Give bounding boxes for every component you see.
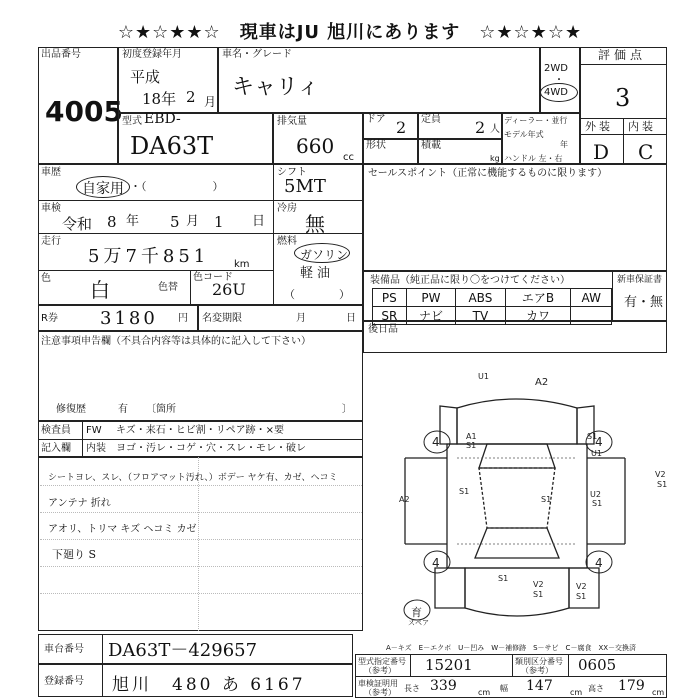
drive-4wd-circle [540, 83, 578, 102]
spec-height-unit: cm [652, 688, 665, 697]
mark-v2-rear-a: V2 [533, 580, 544, 589]
color-change-label: 色替 [158, 282, 178, 293]
spec-dims-label: 車検証明用 [358, 679, 398, 688]
fuel-label: 燃料 [277, 236, 297, 247]
repair-loc: 〔箇所 [146, 404, 176, 415]
capacity-value: 2 [475, 118, 486, 137]
repair-close: 〕 [342, 404, 352, 415]
mark-a2-left: A2 [399, 495, 410, 504]
load-unit: kg [490, 154, 500, 163]
equip-leather: カワ [505, 307, 571, 325]
fuel-paren: （ ） [284, 288, 350, 301]
mark-s1-c: S1 [657, 480, 668, 489]
spec-class-label: 類別区分番号 [515, 657, 563, 666]
equipment-label: 装備品（純正品に限り〇をつけてください） [370, 275, 570, 286]
mark-a1: A1 [466, 432, 477, 441]
model-type-value: DA63T [130, 132, 214, 160]
dealer-model-year: モデル年式 [504, 130, 544, 139]
equipment-grid [372, 288, 612, 325]
doors-label: ドア [366, 114, 386, 125]
mark-4-rl: 4 [432, 556, 440, 570]
equip-sr: SR [373, 307, 407, 325]
dealer-year-unit: 年 [560, 140, 568, 149]
recycle-value: 3180 [100, 308, 158, 329]
first-reg-year: 18年 [142, 90, 177, 108]
spec-width-value: 147 [526, 678, 553, 694]
mark-s1-d: S1 [459, 487, 470, 496]
mark-s1-e: S1 [541, 495, 552, 504]
displacement-unit: cc [343, 152, 354, 163]
history-circle [76, 176, 130, 198]
drive-4wd: 4WD [544, 87, 568, 98]
model-name-value: キャリィ [232, 75, 320, 100]
inspector-fw: FW [86, 425, 102, 436]
mark-spare-value: 育 [411, 606, 422, 619]
mark-u1-b: U1 [591, 449, 602, 458]
equip-airbag: エアB [505, 289, 571, 307]
inspection-label: 車検 [41, 203, 61, 214]
warranty-value: 有・無 [624, 295, 664, 310]
chassis-label: 車台番号 [44, 644, 84, 655]
spec-type-cert-value: 15201 [425, 656, 473, 674]
history-value: 自家用 [82, 181, 124, 197]
mark-4-fl: 4 [432, 435, 440, 449]
damage-legend: A－キズ E－エクボ U－凹み W－補修跡 S－サビ C－腐食 XX－交換済 [386, 644, 637, 652]
name-change-label: 名変期限 [202, 313, 242, 324]
drive-2wd: 2WD [544, 63, 568, 74]
inspection-day-unit: 日 [252, 214, 266, 229]
model-type-prefix: EBD- [144, 111, 181, 127]
fuel-alt: 軽油 [300, 266, 335, 281]
color-code-label: 色コード [193, 272, 233, 283]
remark-line-2: アンテナ 折れ [48, 498, 111, 509]
grade-label: 評価点 [598, 48, 647, 62]
equip-ps: PS [373, 289, 407, 307]
capacity-label: 定員 [421, 114, 441, 125]
shape-label: 形状 [366, 140, 386, 151]
remark-line-1: シートヨレ、スレ、（フロアマット汚れ、）ボデー ヤケ有、カゼ、ヘコミ [48, 473, 338, 483]
mark-s1-h: S1 [576, 592, 587, 601]
displacement-label: 排気量 [277, 116, 307, 127]
first-reg-era: 平成 [130, 68, 161, 86]
repair-label: 修復歴 [56, 404, 86, 415]
fuel-value: ガソリン [300, 248, 349, 262]
grade-value: 3 [615, 84, 631, 112]
plate-value: 旭川 480 あ 6167 [112, 675, 306, 695]
capacity-unit: 人 [490, 124, 500, 135]
first-reg-month-unit: 月 [204, 95, 217, 109]
dealer-label: ディーラー・並行 [504, 116, 568, 125]
mileage-unit: km [234, 259, 250, 270]
inspector-label: 検査員 [41, 425, 71, 436]
remarks-box [38, 457, 363, 631]
mark-v2-rear-b: V2 [576, 582, 587, 591]
mark-u2: U2 [590, 490, 601, 499]
spec-width-label: 幅 [500, 684, 508, 693]
color-value: 白 [90, 278, 110, 302]
fuel-circle [294, 243, 350, 263]
mark-s1-b: S1 [587, 432, 598, 441]
spec-length-unit: cm [478, 688, 491, 697]
inspector-items1: キズ・来石・ヒビ割・リペア跡・×要 [116, 425, 284, 436]
spec-type-cert-ref: （参考） [364, 666, 396, 675]
remark-line-3: アオリ、トリマ キズ ヘコミ カゼ [48, 524, 197, 535]
spec-length-value: 339 [430, 678, 457, 694]
mark-s1-g: S1 [533, 590, 544, 599]
first-reg-label: 初度登録年月 [122, 49, 182, 60]
recycle-unit: 円 [178, 313, 188, 324]
remark-line-4: 下廻り S [52, 548, 97, 561]
lot-number: 4005 [45, 95, 123, 128]
shift-label: シフト [277, 167, 307, 178]
equip-tv: TV [456, 307, 505, 325]
inspection-month: 5 [170, 213, 180, 231]
mileage-value: 5万7千851 [88, 246, 210, 267]
equip-pw: PW [406, 289, 456, 307]
inspector-items2: ヨゴ・汚レ・コゲ・穴・スレ・モレ・破レ [116, 443, 306, 454]
doors-value: 2 [396, 118, 407, 137]
notes-label: 注意事項申告欄（不具合内容等は具体的に記入して下さい） [41, 336, 311, 347]
mark-spare-label: スペア [408, 619, 429, 627]
spec-width-unit: cm [570, 688, 583, 697]
shift-value: 5MT [284, 176, 326, 197]
mark-s1-i: S1 [498, 574, 509, 583]
mark-v2-right: V2 [655, 470, 666, 479]
model-name-label: 車名・グレード [222, 49, 292, 60]
spec-length-label: 長さ [404, 684, 420, 693]
aircon-label: 冷房 [277, 203, 297, 214]
grade-int-value: C [638, 140, 654, 164]
mark-s1-f: S1 [592, 499, 603, 508]
inspection-year: 8 [107, 213, 117, 231]
name-change-day: 日 [346, 313, 356, 324]
spec-dims-ref: （参考） [364, 688, 396, 697]
color-code-value: 26U [212, 280, 246, 299]
mark-u1-top: U1 [478, 372, 489, 381]
equip-aw: AW [571, 289, 612, 307]
rear-seat-label: 後日品 [368, 324, 398, 335]
grade-ext-label: 外装 [585, 120, 613, 133]
inspection-year-unit: 年 [126, 214, 140, 229]
inspector-rec-label: 記入欄 [41, 443, 71, 454]
repair-value: 有 [118, 404, 128, 415]
history-label: 車歴 [41, 167, 61, 178]
color-label: 色 [41, 273, 51, 284]
mileage-label: 走行 [41, 236, 61, 247]
rear-seat-box [363, 321, 667, 353]
spec-height-label: 高さ [588, 684, 604, 693]
chassis-value: DA63T－429657 [108, 640, 258, 661]
history-rest: ・（ ） [130, 180, 224, 193]
model-type-label: 型式 [122, 116, 142, 127]
equip-navi: ナビ [406, 307, 456, 325]
recycle-label: R券 [41, 313, 58, 324]
inspector-nai: 内装 [86, 443, 106, 454]
sales-label: セールスポイント（正常に機能するものに限ります） [368, 168, 608, 179]
sales-box [363, 164, 667, 271]
lot-label: 出品番号 [41, 49, 81, 60]
mark-4-fr: 4 [595, 435, 603, 449]
spec-class-ref: （参考） [521, 666, 553, 675]
grade-ext-value: D [593, 140, 610, 164]
first-reg-month: 2 [186, 88, 196, 106]
spec-height-value: 179 [618, 678, 645, 694]
spec-class-value: 0605 [578, 656, 617, 674]
dealer-handle: ハンドル 左・右 [504, 154, 563, 163]
warranty-label: 新車保証書 [617, 275, 663, 285]
mark-a2-top: A2 [535, 377, 549, 388]
plate-label: 登録番号 [44, 676, 84, 687]
mark-s1-a: S1 [466, 441, 477, 450]
displacement-value: 660 [296, 134, 335, 158]
inspection-day: 1 [214, 213, 224, 231]
equip-abs: ABS [456, 289, 505, 307]
name-change-month: 月 [296, 313, 306, 324]
mark-4-rr: 4 [595, 556, 603, 570]
inspection-era: 令和 [62, 215, 93, 233]
spec-type-cert-label: 型式指定番号 [358, 657, 406, 666]
drive-dot: ・ [554, 75, 564, 86]
banner: ☆★☆★★☆ 現車はJU 旭川にあります ☆★☆★☆★ [117, 22, 583, 43]
grade-int-label: 内装 [628, 120, 656, 133]
inspection-month-unit: 月 [186, 214, 200, 229]
aircon-value: 無 [305, 212, 325, 236]
load-label: 積載 [421, 140, 441, 151]
